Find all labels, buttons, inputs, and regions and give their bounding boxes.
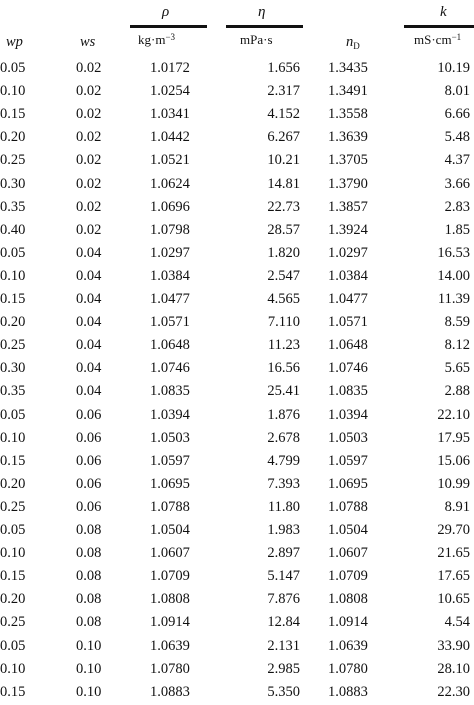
table-row (0, 220, 474, 243)
cell-k: 22.30 (437, 683, 470, 700)
cell-wp: 0.40 (0, 221, 26, 238)
cell-nd: 1.0648 (328, 337, 368, 354)
cell-nd: 1.0477 (328, 291, 368, 307)
cell-ws: 0.04 (76, 314, 102, 331)
cell-nd: 1.0780 (328, 660, 368, 677)
table-row (0, 682, 474, 705)
rho-unit (138, 30, 175, 50)
cell-eta: 7.393 (267, 475, 300, 492)
table-header (0, 0, 474, 56)
cell-eta: 2.131 (267, 637, 300, 654)
table-row (0, 197, 474, 220)
cell-k: 4.37 (444, 152, 470, 169)
cell-ws: 0.08 (76, 568, 102, 585)
cell-k: 10.65 (437, 591, 470, 608)
rho-symbol: ρ (162, 4, 170, 20)
k-unit (414, 30, 461, 50)
cell-ws: 0.08 (76, 591, 102, 608)
cell-k: 21.65 (437, 545, 470, 562)
cell-k: 2.88 (444, 383, 470, 400)
nd-symbol: n (346, 34, 354, 50)
cell-ws: 0.02 (76, 175, 102, 192)
table-row (0, 150, 474, 173)
cell-nd: 1.0384 (328, 267, 368, 284)
cell-ws: 0.08 (76, 545, 102, 562)
cell-wp: 0.10 (0, 267, 26, 284)
cell-ws: 0.06 (76, 406, 102, 423)
cell-eta: 1.820 (267, 244, 300, 261)
cell-wp: 0.30 (0, 175, 26, 192)
cell-ws: 0.08 (76, 614, 102, 631)
cell-rho: 1.0808 (150, 591, 190, 608)
cell-ws: 0.06 (76, 429, 102, 446)
cell-ws: 0.04 (76, 360, 102, 377)
cell-rho: 1.0914 (150, 614, 190, 631)
cell-nd: 1.0835 (328, 383, 368, 400)
table-row (0, 358, 474, 381)
cell-k: 28.10 (437, 660, 470, 677)
table-row (0, 335, 474, 358)
cell-ws: 0.06 (76, 452, 102, 469)
cell-rho: 1.0835 (150, 383, 190, 400)
cell-nd: 1.3857 (328, 198, 368, 215)
rho-unit-exponent: −3 (165, 32, 176, 42)
cell-k: 17.95 (437, 429, 470, 446)
cell-nd: 1.0746 (328, 360, 368, 377)
table-row (0, 104, 474, 127)
cell-rho: 1.0639 (150, 637, 190, 654)
cell-rho: 1.0624 (150, 175, 190, 192)
cell-ws: 0.02 (76, 198, 102, 215)
table-row (0, 312, 474, 335)
wp-header: wp (6, 34, 23, 50)
k-header-rule (404, 25, 474, 28)
cell-wp: 0.15 (0, 683, 26, 700)
cell-rho: 1.0254 (150, 83, 190, 100)
cell-ws: 0.02 (76, 129, 102, 146)
cell-rho: 1.0384 (150, 267, 190, 284)
cell-nd: 1.0709 (328, 568, 368, 585)
cell-rho: 1.0172 (150, 60, 190, 76)
cell-wp: 0.35 (0, 198, 26, 215)
cell-eta: 16.56 (267, 360, 300, 377)
cell-k: 2.83 (444, 198, 470, 215)
cell-ws: 0.06 (76, 498, 102, 515)
eta-symbol: η (258, 4, 266, 20)
cell-rho: 1.0341 (150, 106, 190, 123)
table-row (0, 58, 474, 81)
cell-nd: 1.0914 (328, 614, 368, 631)
cell-ws: 0.02 (76, 106, 102, 123)
table-row (0, 589, 474, 612)
cell-nd: 1.0297 (328, 244, 368, 261)
cell-wp: 0.05 (0, 522, 26, 538)
table-row (0, 127, 474, 150)
cell-rho: 1.0297 (150, 244, 190, 261)
cell-rho: 1.0780 (150, 660, 190, 677)
cell-rho: 1.0442 (150, 129, 190, 146)
cell-wp: 0.05 (0, 637, 26, 654)
rho-unit-base: kg·m (138, 32, 166, 47)
cell-eta: 25.41 (267, 383, 300, 400)
table-row (0, 520, 474, 543)
table-row (0, 659, 474, 682)
cell-nd: 1.3790 (328, 175, 368, 192)
cell-wp: 0.20 (0, 591, 26, 608)
cell-rho: 1.0394 (150, 406, 190, 423)
cell-rho: 1.0597 (150, 452, 190, 469)
cell-eta: 2.678 (267, 429, 300, 446)
cell-k: 3.66 (444, 175, 470, 192)
table-row (0, 405, 474, 428)
ws-header: ws (80, 34, 96, 50)
cell-eta: 2.985 (267, 660, 300, 677)
cell-k: 8.59 (444, 314, 470, 331)
cell-wp: 0.15 (0, 452, 26, 469)
cell-rho: 1.0504 (150, 522, 190, 538)
cell-k: 29.70 (437, 522, 470, 538)
cell-k: 33.90 (437, 637, 470, 654)
cell-eta: 11.23 (267, 337, 300, 354)
cell-eta: 5.350 (267, 683, 300, 700)
cell-wp: 0.35 (0, 383, 26, 400)
k-symbol: k (440, 4, 447, 20)
cell-ws: 0.04 (76, 291, 102, 307)
cell-wp: 0.20 (0, 475, 26, 492)
cell-eta: 22.73 (267, 198, 300, 215)
cell-ws: 0.08 (76, 522, 102, 538)
table-row (0, 289, 474, 312)
table-row (0, 566, 474, 589)
cell-nd: 1.0639 (328, 637, 368, 654)
cell-nd: 1.0571 (328, 314, 368, 331)
cell-nd: 1.0597 (328, 452, 368, 469)
cell-ws: 0.10 (76, 660, 102, 677)
cell-rho: 1.0746 (150, 360, 190, 377)
cell-eta: 7.110 (267, 314, 300, 331)
cell-k: 22.10 (437, 406, 470, 423)
cell-eta: 11.80 (267, 498, 300, 515)
eta-header-rule (226, 25, 303, 28)
cell-ws: 0.10 (76, 683, 102, 700)
cell-k: 14.00 (437, 267, 470, 284)
cell-eta: 1.876 (267, 406, 300, 423)
cell-rho: 1.0798 (150, 221, 190, 238)
cell-k: 17.65 (437, 568, 470, 585)
cell-nd: 1.0394 (328, 406, 368, 423)
cell-ws: 0.02 (76, 152, 102, 169)
nd-subscript: D (353, 41, 360, 51)
table-row (0, 497, 474, 520)
cell-nd: 1.0503 (328, 429, 368, 446)
cell-eta: 28.57 (267, 221, 300, 238)
table-row (0, 81, 474, 104)
cell-k: 1.85 (444, 221, 470, 238)
cell-k: 16.53 (437, 244, 470, 261)
cell-wp: 0.20 (0, 314, 26, 331)
cell-wp: 0.15 (0, 568, 26, 585)
cell-nd: 1.3558 (328, 106, 368, 123)
k-unit-exponent: −1 (451, 32, 462, 42)
cell-wp: 0.10 (0, 545, 26, 562)
cell-eta: 14.81 (267, 175, 300, 192)
cell-eta: 10.21 (267, 152, 300, 169)
cell-k: 5.65 (444, 360, 470, 377)
cell-eta: 1.983 (267, 522, 300, 538)
cell-nd: 1.3705 (328, 152, 368, 169)
rho-header-rule (130, 25, 207, 28)
cell-eta: 1.656 (267, 60, 300, 76)
cell-wp: 0.05 (0, 406, 26, 423)
eta-unit: mPa·s (240, 32, 273, 47)
cell-wp: 0.15 (0, 106, 26, 123)
cell-k: 10.99 (437, 475, 470, 492)
cell-rho: 1.0521 (150, 152, 190, 169)
cell-nd: 1.3924 (328, 221, 368, 238)
cell-nd: 1.0883 (328, 683, 368, 700)
cell-rho: 1.0696 (150, 198, 190, 215)
cell-nd: 1.0695 (328, 475, 368, 492)
cell-wp: 0.10 (0, 83, 26, 100)
nd-header (346, 32, 360, 52)
cell-nd: 1.0504 (328, 522, 368, 538)
cell-wp: 0.30 (0, 360, 26, 377)
cell-ws: 0.04 (76, 337, 102, 354)
cell-k: 8.12 (444, 337, 470, 354)
cell-wp: 0.25 (0, 152, 26, 169)
cell-wp: 0.15 (0, 291, 26, 307)
cell-wp: 0.25 (0, 337, 26, 354)
table-row (0, 428, 474, 451)
cell-eta: 2.317 (267, 83, 300, 100)
cell-rho: 1.0788 (150, 498, 190, 515)
cell-ws: 0.02 (76, 60, 102, 76)
cell-eta: 6.267 (267, 129, 300, 146)
cell-k: 6.66 (444, 106, 470, 123)
cell-wp: 0.20 (0, 129, 26, 146)
cell-wp: 0.10 (0, 660, 26, 677)
cell-nd: 1.3435 (328, 60, 368, 76)
cell-ws: 0.04 (76, 267, 102, 284)
table-row (0, 636, 474, 659)
cell-wp: 0.05 (0, 60, 26, 76)
cell-rho: 1.0709 (150, 568, 190, 585)
cell-k: 8.01 (444, 83, 470, 100)
cell-nd: 1.0808 (328, 591, 368, 608)
table-row (0, 243, 474, 266)
cell-eta: 4.799 (267, 452, 300, 469)
cell-ws: 0.02 (76, 83, 102, 100)
cell-wp: 0.25 (0, 614, 26, 631)
cell-eta: 2.547 (267, 267, 300, 284)
table-row (0, 451, 474, 474)
table-row (0, 381, 474, 404)
cell-wp: 0.25 (0, 498, 26, 515)
cell-eta: 7.876 (267, 591, 300, 608)
cell-nd: 1.0607 (328, 545, 368, 562)
cell-ws: 0.04 (76, 244, 102, 261)
table-row (0, 612, 474, 635)
cell-eta: 5.147 (267, 568, 300, 585)
cell-nd: 1.3639 (328, 129, 368, 146)
k-unit-base: mS·cm (414, 32, 452, 47)
cell-eta: 2.897 (267, 545, 300, 562)
cell-eta: 4.152 (267, 106, 300, 123)
cell-k: 8.91 (444, 498, 470, 515)
cell-ws: 0.02 (76, 221, 102, 238)
cell-ws: 0.06 (76, 475, 102, 492)
cell-rho: 1.0571 (150, 314, 190, 331)
cell-k: 5.48 (444, 129, 470, 146)
table-row (0, 174, 474, 197)
table-row (0, 266, 474, 289)
cell-rho: 1.0695 (150, 475, 190, 492)
cell-ws: 0.10 (76, 637, 102, 654)
cell-nd: 1.0788 (328, 498, 368, 515)
cell-wp: 0.10 (0, 429, 26, 446)
cell-rho: 1.0648 (150, 337, 190, 354)
cell-eta: 4.565 (267, 291, 300, 307)
cell-k: 10.19 (437, 60, 470, 76)
cell-k: 11.39 (437, 291, 470, 307)
cell-wp: 0.05 (0, 244, 26, 261)
cell-k: 15.06 (437, 452, 470, 469)
table-row (0, 543, 474, 566)
table-row (0, 474, 474, 497)
cell-k: 4.54 (444, 614, 470, 631)
cell-rho: 1.0477 (150, 291, 190, 307)
cell-nd: 1.3491 (328, 83, 368, 100)
cell-rho: 1.0883 (150, 683, 190, 700)
cell-rho: 1.0607 (150, 545, 190, 562)
cell-eta: 12.84 (267, 614, 300, 631)
cell-ws: 0.04 (76, 383, 102, 400)
cell-rho: 1.0503 (150, 429, 190, 446)
